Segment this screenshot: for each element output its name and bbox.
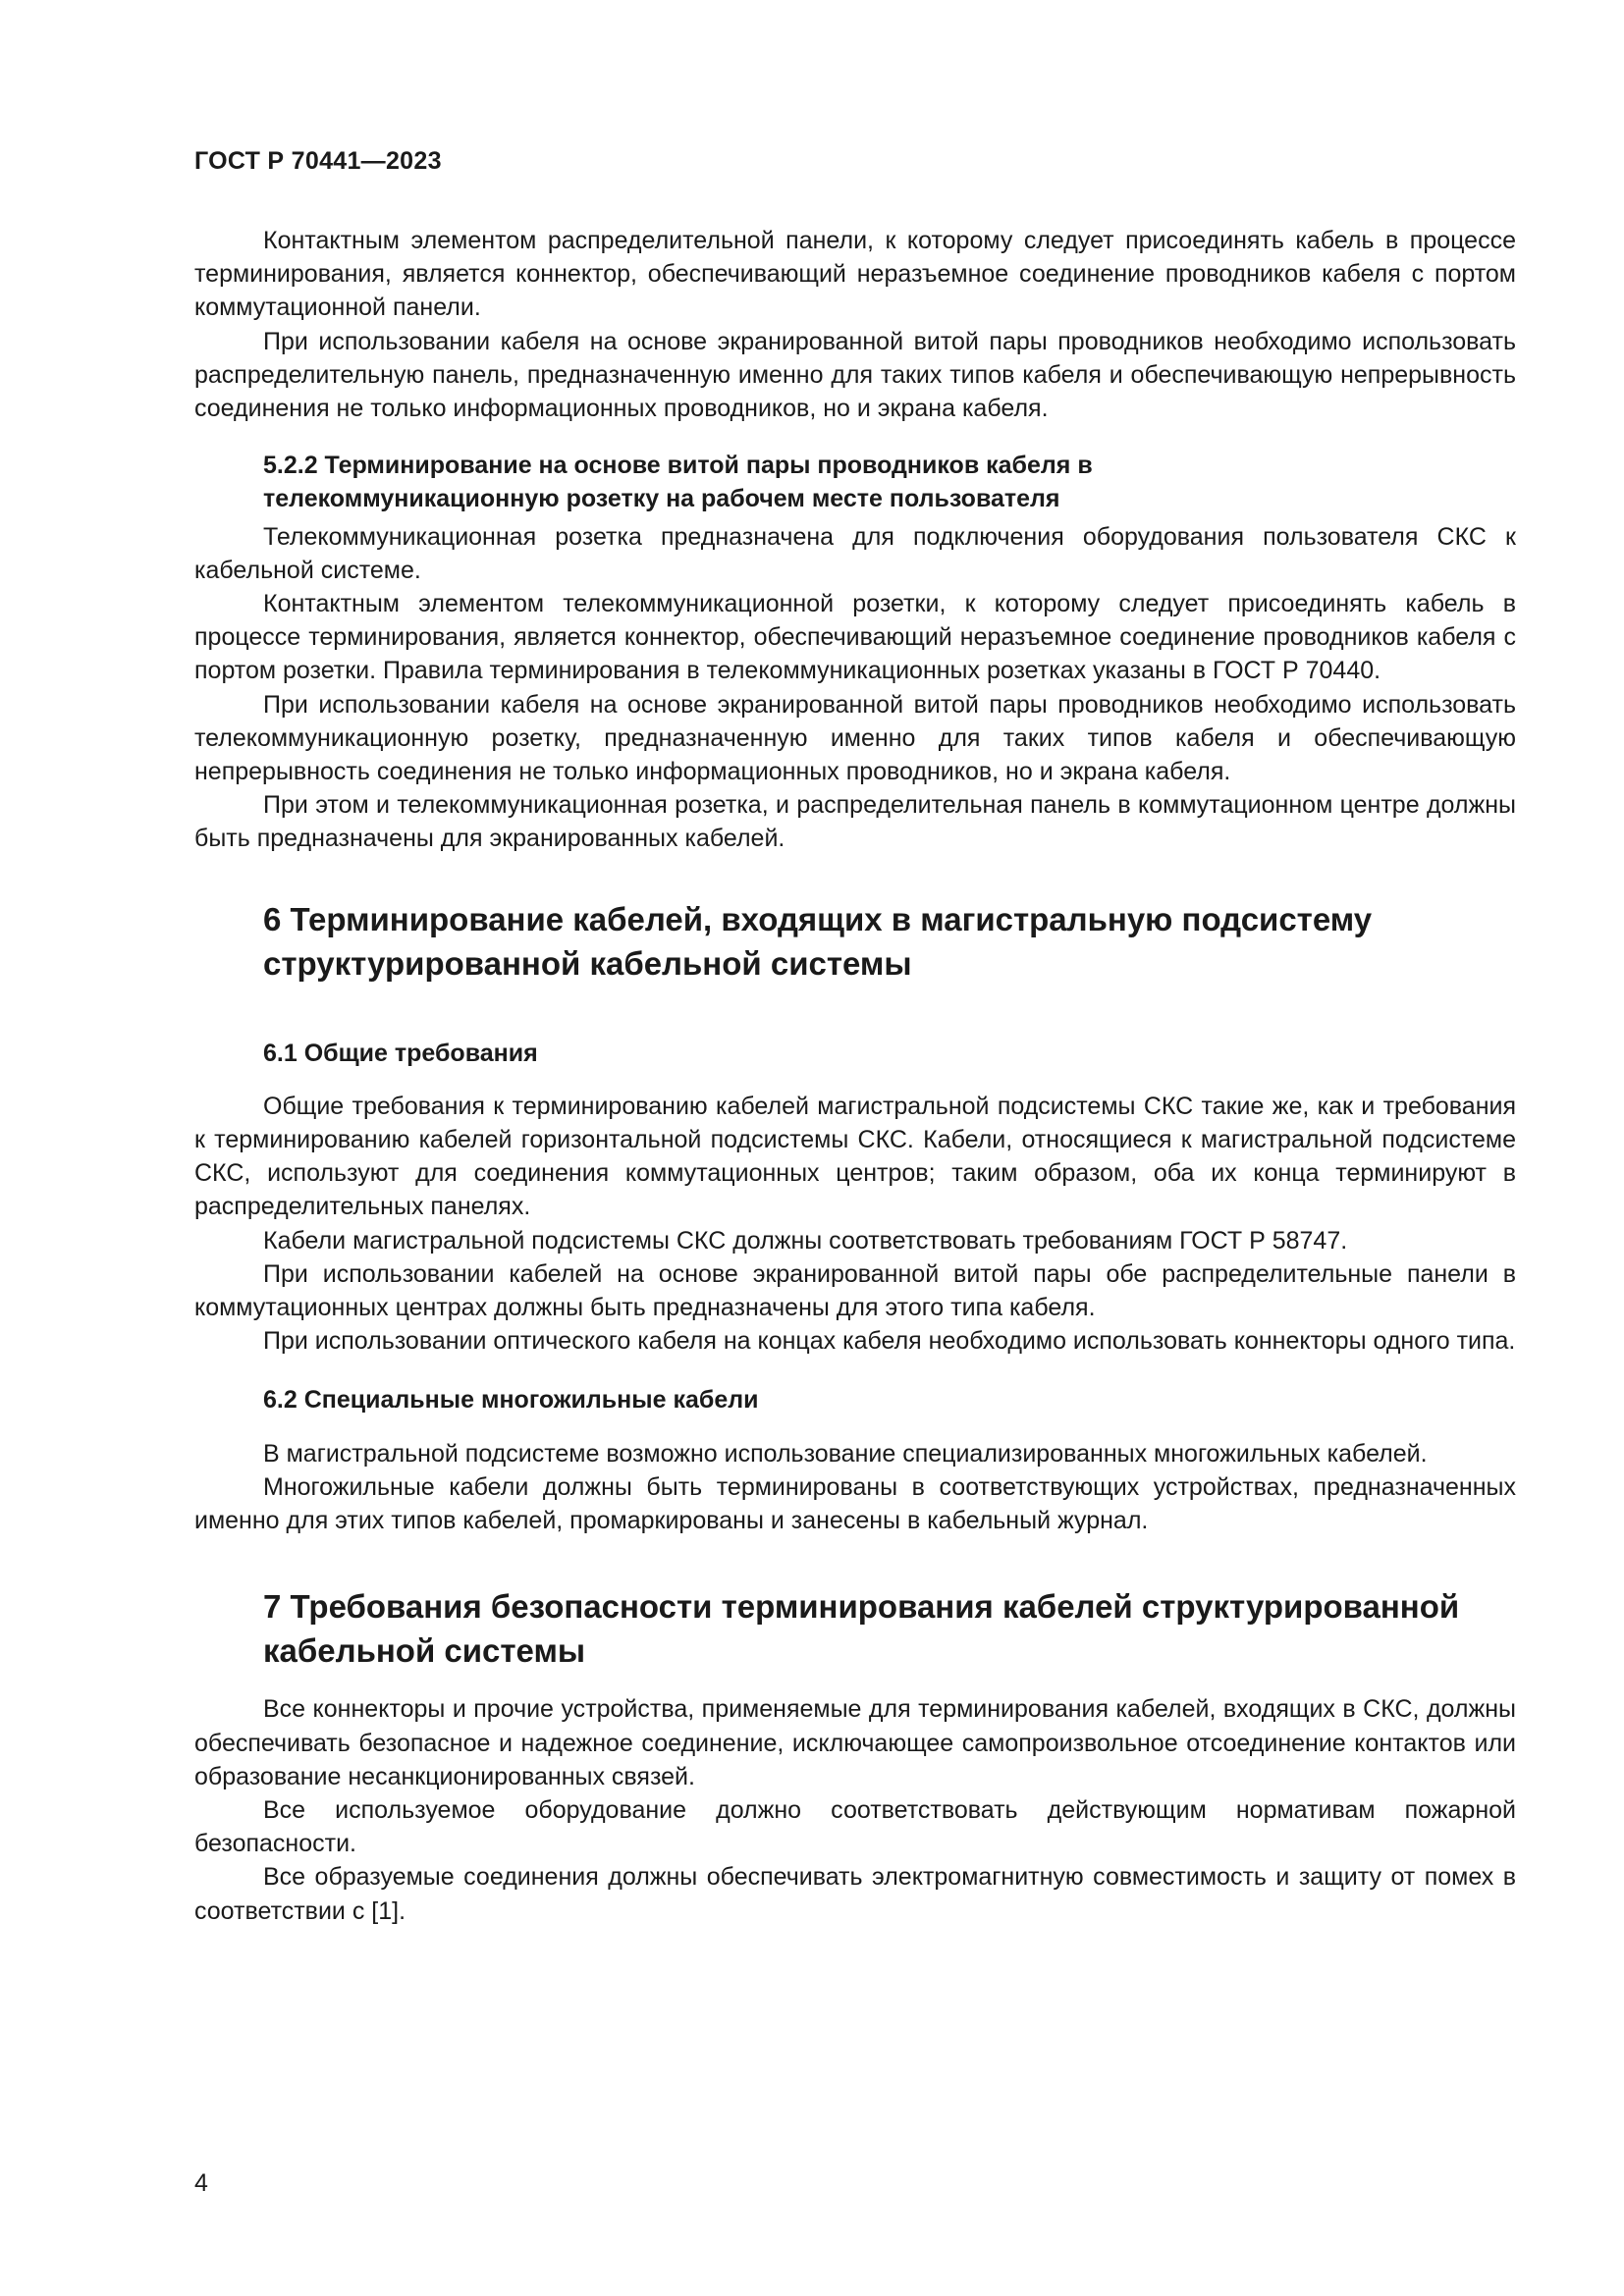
heading-line: кабельной системы — [263, 1632, 586, 1670]
paragraph: Контактным элементом распределительной панели, к которому следует присоединять кабель в процессе терминирования, является коннектор, обеспечивающий неразъемное соединение проводников кабеля с портом коммутационной панели. — [194, 227, 1516, 322]
heading-line: 5.2.2 Терминирование на основе витой пары проводников кабеля в — [263, 452, 1093, 480]
paragraph: При использовании оптического кабеля на концах кабеля необходимо использовать коннекторы одного типа. — [263, 1327, 1516, 1356]
paragraph: Общие требования к терминированию кабелей магистральной подсистемы СКС такие же, как и требования к терминированию кабелей горизонтальной подсистемы СКС. Кабели, относящиеся к магистральной подсистеме СКС, используют для соединения коммутационных центров; таким образом, оба их конца терминируют в распределительных панелях. — [194, 1092, 1516, 1221]
paragraph: Все коннекторы и прочие устройства, применяемые для терминирования кабелей, входящих в СКС, должны обеспечивать безопасное и надежное соединение, исключающее самопроизвольное отсоединение контактов или образование несанкционированных связей. — [194, 1695, 1516, 1790]
subsection-heading-6-1: 6.1 Общие требования — [263, 1039, 538, 1067]
paragraph: Кабели магистральной подсистемы СКС должны соответствовать требованиям ГОСТ Р 58747. — [263, 1226, 1348, 1255]
heading-line: телекоммуникационную розетку на рабочем месте пользователя — [263, 485, 1060, 513]
page-number: 4 — [194, 2169, 208, 2197]
subsection-heading-5-2-2 — [194, 449, 1516, 515]
section-heading-7 — [194, 1584, 1516, 1673]
paragraph: При этом и телекоммуникационная розетка, и распределительная панель в коммутационном центре должны быть предназначены для экранированных кабелей. — [194, 791, 1516, 853]
paragraph: Контактным элементом телекоммуникационной розетки, к которому следует присоединять кабель в процессе терминирования, является коннектор, обеспечивающий неразъемное соединение проводников кабеля с портом розетки. Правила терминирования в телекоммуникационных розетках указаны в ГОСТ Р 70440. — [194, 590, 1516, 685]
heading-line: структурированной кабельной системы — [263, 944, 912, 982]
document-header: ГОСТ Р 70441—2023 — [194, 147, 442, 175]
paragraph: Многожильные кабели должны быть терминированы в соответствующих устройствах, предназначенных именно для этих типов кабелей, промаркированы и занесены в кабельный журнал. — [194, 1472, 1516, 1535]
paragraph: При использовании кабелей на основе экранированной витой пары обе распределительные панели в коммутационных центрах должны быть предназначены для этого типа кабеля. — [194, 1259, 1516, 1322]
heading-line: 7 Требования безопасности терминирования кабелей структурированной — [263, 1588, 1460, 1626]
heading-line: 6 Терминирование кабелей, входящих в магистральную подсистему — [263, 900, 1373, 937]
subsection-heading-6-2: 6.2 Специальные многожильные кабели — [263, 1386, 759, 1415]
paragraph: Все образуемые соединения должны обеспечивать электромагнитную совместимость и защиту от помех в соответствии с [1]. — [194, 1863, 1516, 1925]
paragraph: В магистральной подсистеме возможно использование специализированных многожильных кабелей. — [263, 1439, 1428, 1468]
paragraph: Все используемое оборудование должно соответствовать действующим нормативам пожарной безопасности. — [194, 1795, 1516, 1858]
section-heading-6 — [194, 897, 1516, 986]
paragraph: При использовании кабеля на основе экранированной витой пары проводников необходимо использовать телекоммуникационную розетку, предназначенную именно для таких типов кабеля и обеспечивающую непрерывность соединения не только информационных проводников, но и экрана кабеля. — [194, 690, 1516, 786]
page-content — [194, 224, 1516, 1928]
paragraph: При использовании кабеля на основе экранированной витой пары проводников необходимо использовать распределительную панель, предназначенную именно для таких типов кабеля и обеспечивающую непрерывность соединения не только информационных проводников, но и экрана кабеля. — [194, 327, 1516, 423]
paragraph: Телекоммуникационная розетка предназначена для подключения оборудования пользователя СКС к кабельной системе. — [194, 522, 1516, 584]
